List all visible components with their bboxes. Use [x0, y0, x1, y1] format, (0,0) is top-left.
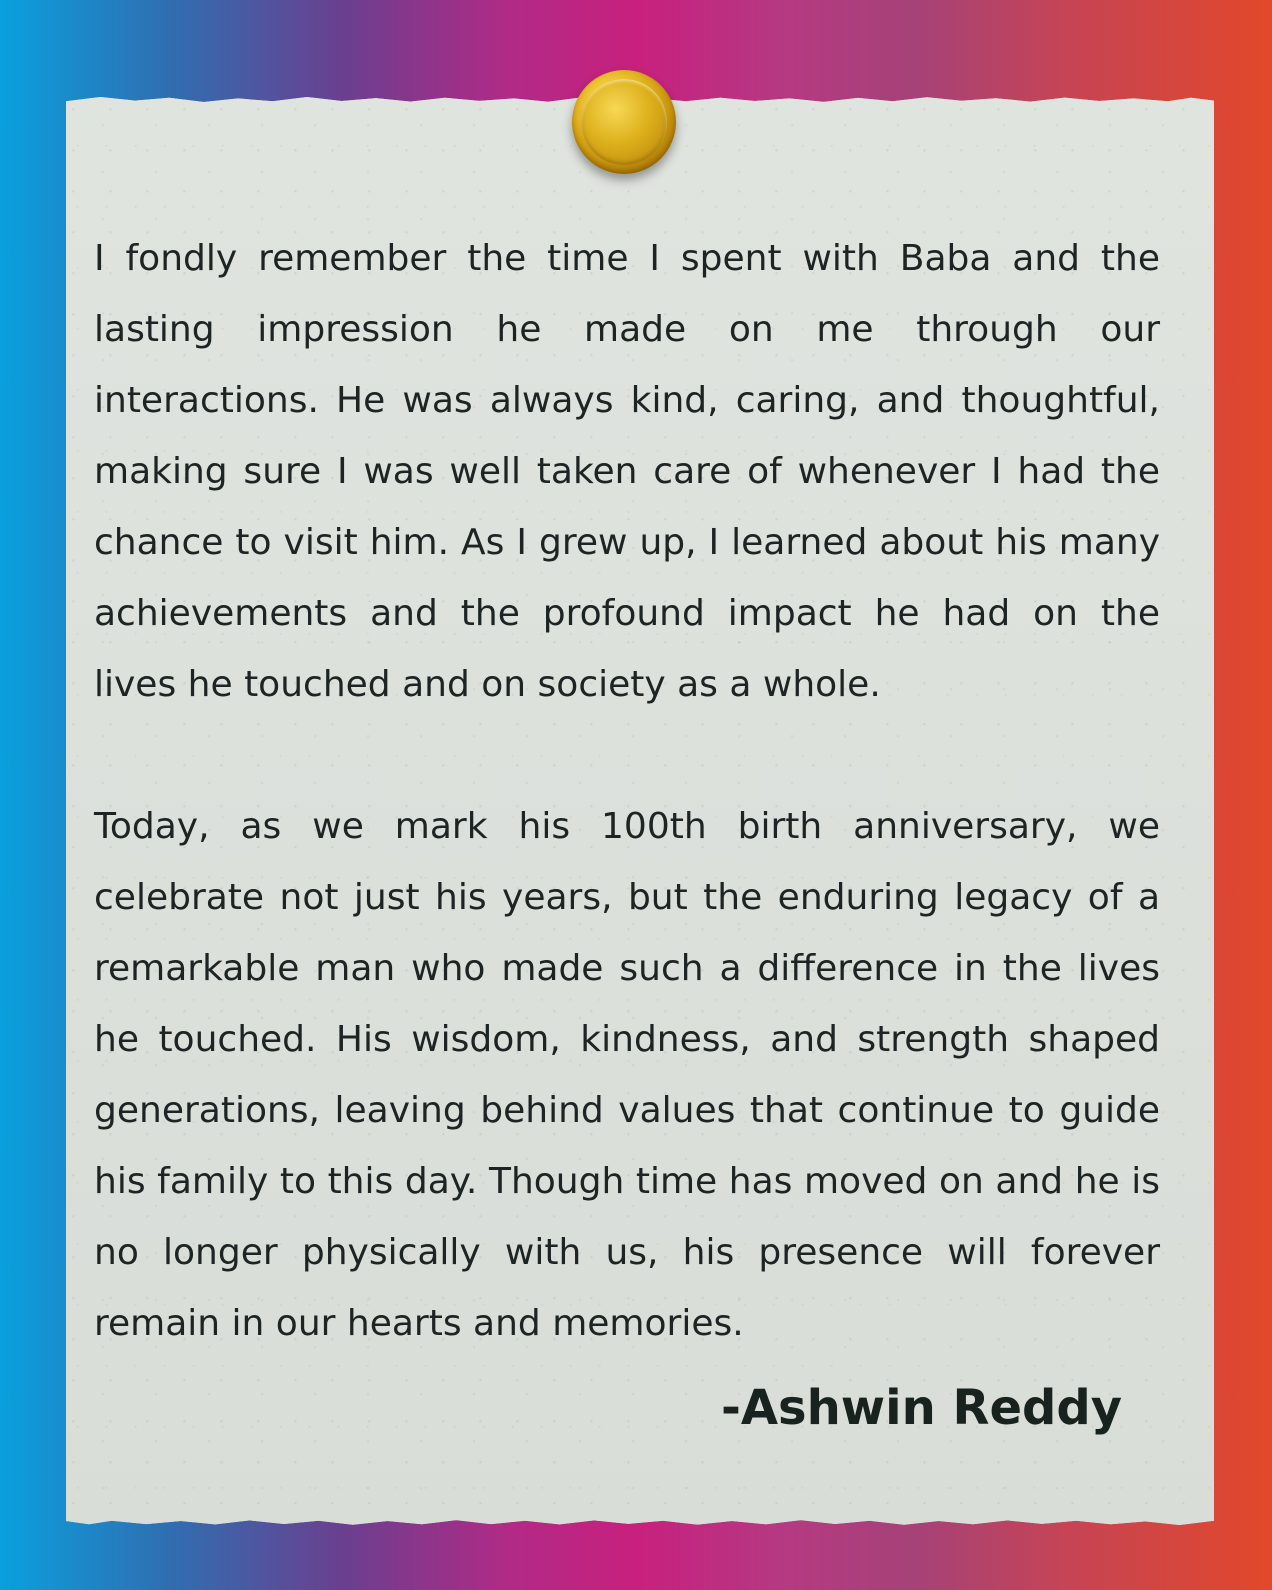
note-paragraph-1: I fondly remember the time I spent with Baba and the lasting impression he made on me through our interactions. He was always kind, caring, and thoughtful, making sure I was well taken care of whenever I had the chance to visit him. As I grew up, I learned about his many achievements and the profound impact he had on the lives he touched and on society as a whole. [94, 238, 1160, 705]
pushpin-icon [572, 70, 676, 174]
signature: -Ashwin Reddy [720, 1380, 1122, 1436]
note-paragraph-2: Today, as we mark his 100th birth anniversary, we celebrate not just his years, but the enduring legacy of a remarkable man who made such a difference in the lives he touched. His wisdom, kindness, and strength shaped generations, leaving behind values that continue to guide his family to this day. Though time has moved on and he is no longer physically with us, his presence will forever remain in our hearts and memories. [94, 806, 1160, 1344]
pushpin-head [581, 79, 667, 165]
note-body [94, 223, 1160, 1359]
